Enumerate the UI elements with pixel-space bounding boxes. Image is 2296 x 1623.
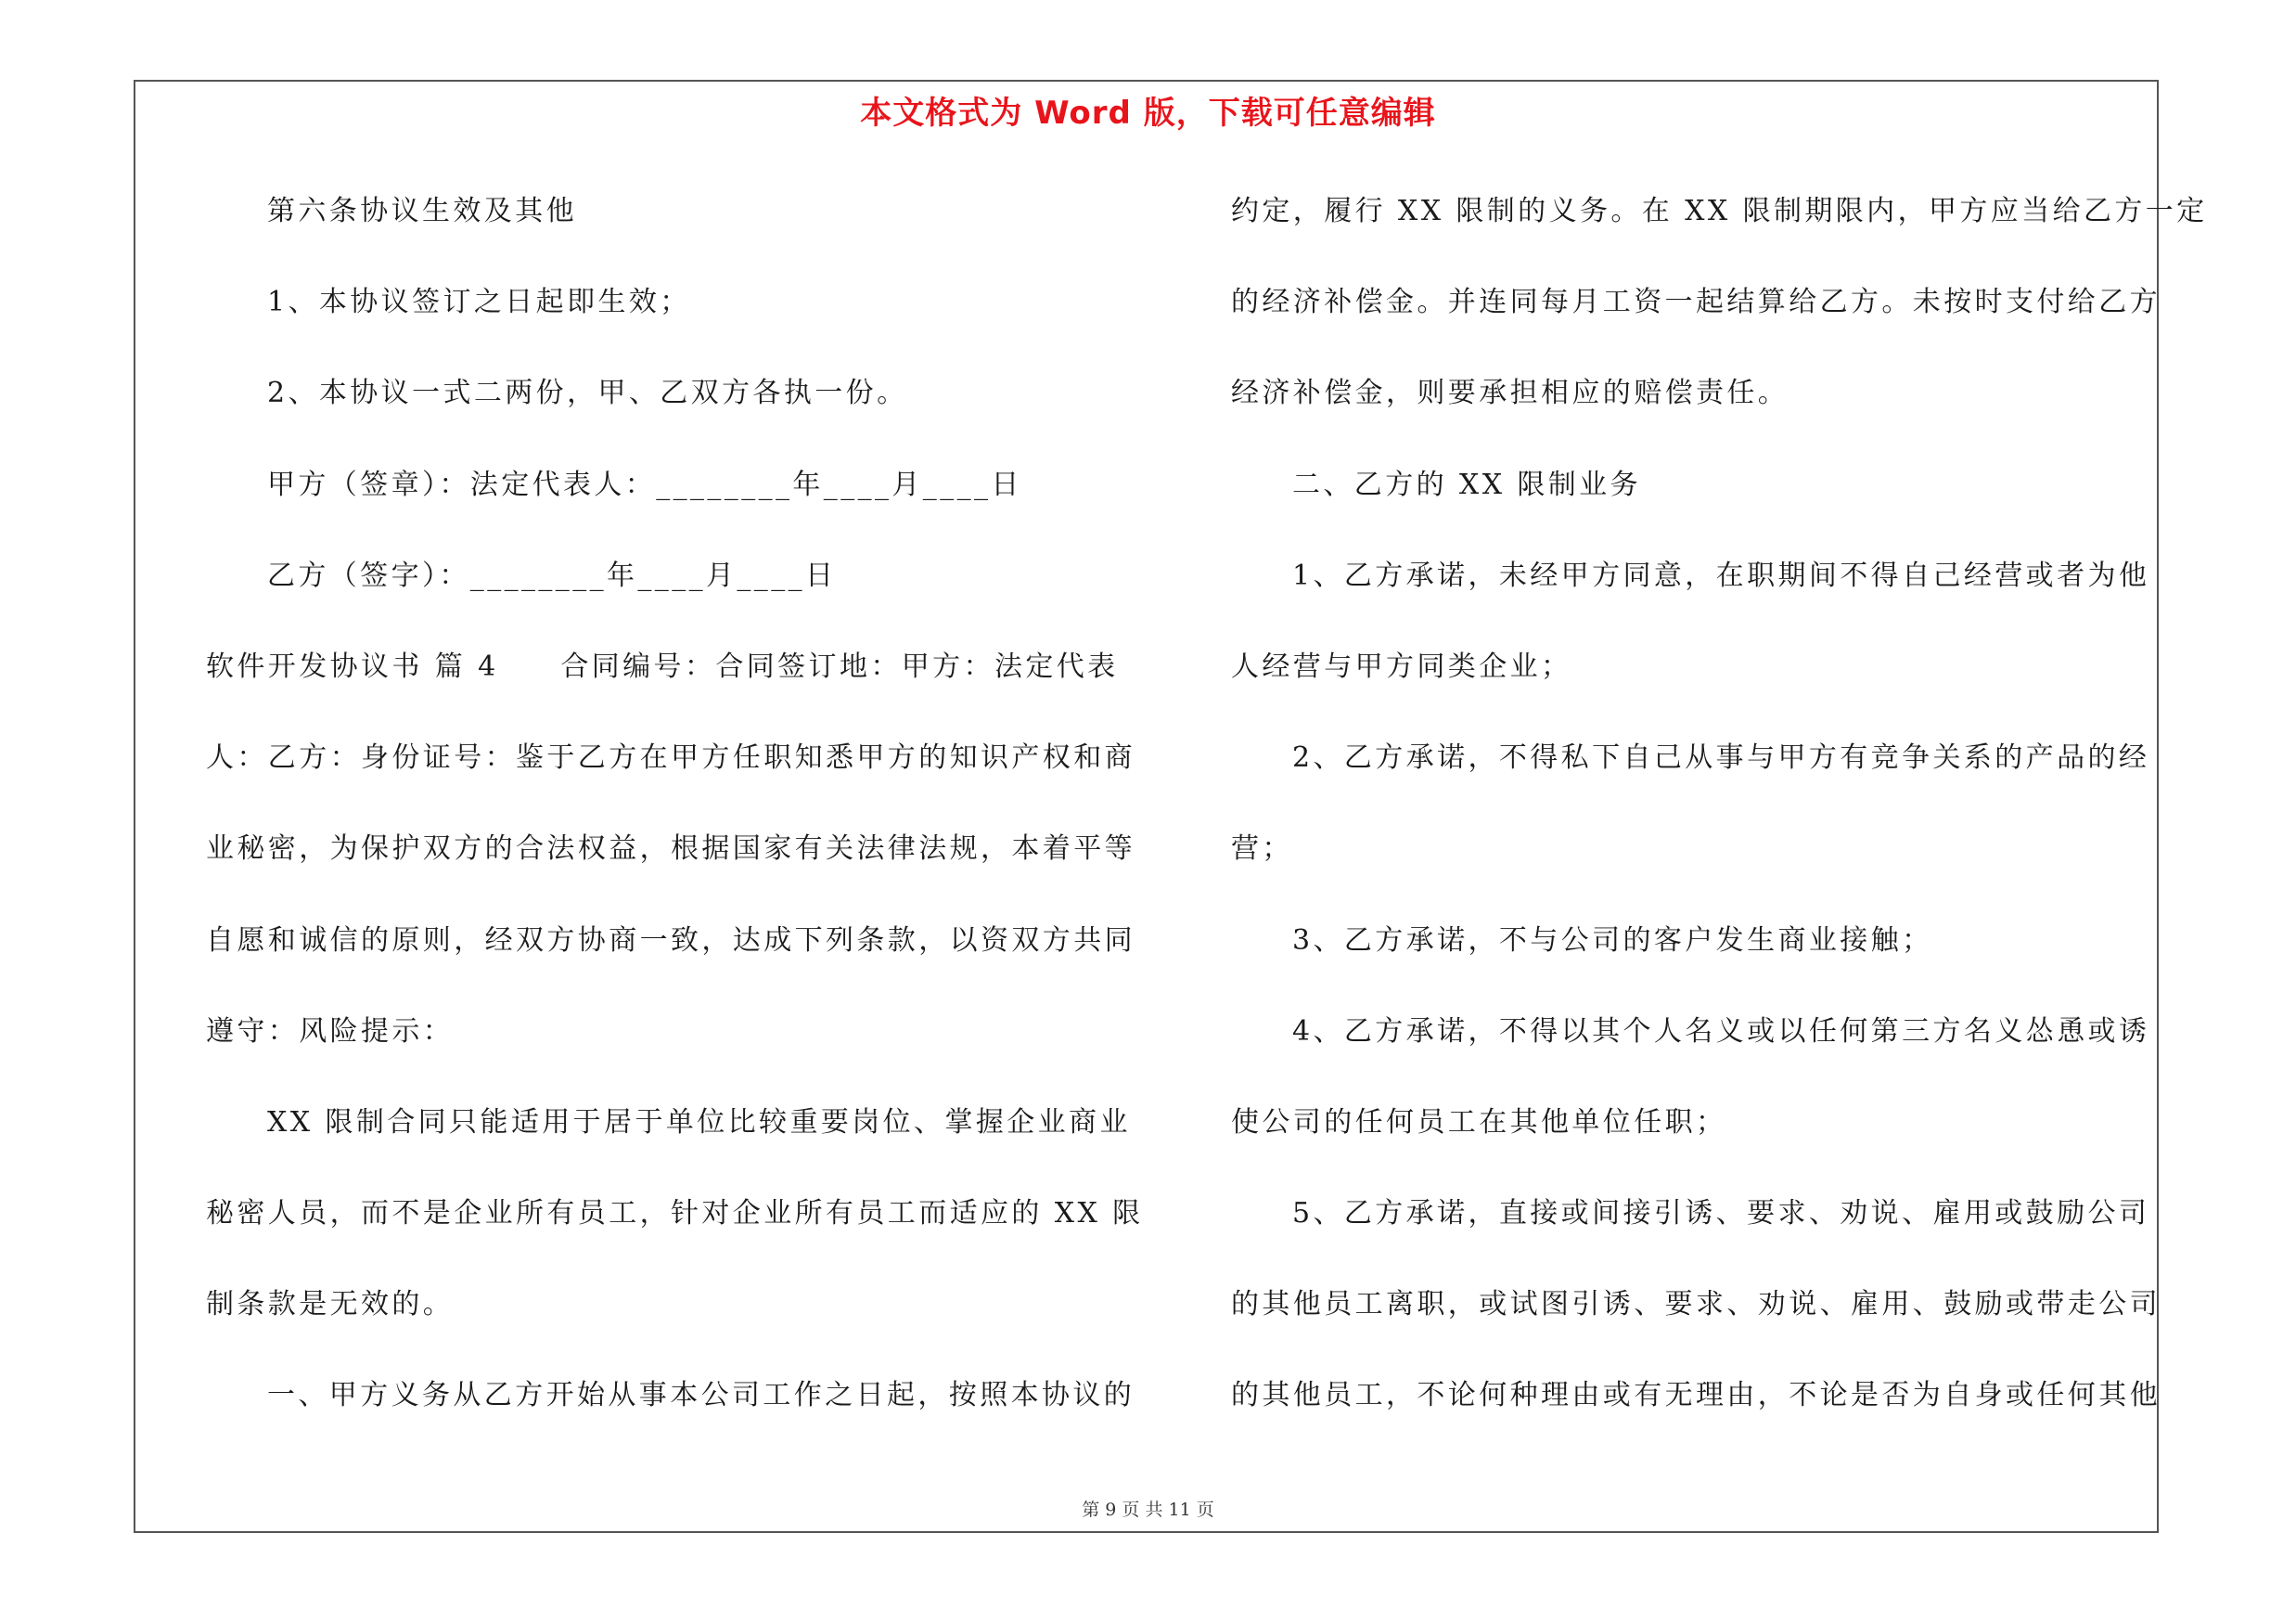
page-number-footer: 第 9 页 共 11 页 <box>1082 1500 1214 1520</box>
right-text-line: 经济补偿金，则要承担相应的赔偿责任。 <box>1231 377 1789 410</box>
left-text-line: 甲方（签章）：法定代表人：________年____月____日 <box>267 468 1022 501</box>
left-text-line: 2、本协议一式二两份，甲、乙双方各执一份。 <box>267 377 908 410</box>
right-text-line: 人经营与甲方同类企业； <box>1231 650 1572 683</box>
right-text-line: 使公司的任何员工在其他单位任职； <box>1231 1105 1727 1139</box>
left-text-line: XX 限制合同只能适用于居于单位比较重要岗位、掌握企业商业 <box>267 1105 1131 1139</box>
left-text-line: 乙方（签字）：________年____月____日 <box>267 559 837 592</box>
left-text-line: 一、甲方义务从乙方开始从事本公司工作之日起，按照本协议的 <box>267 1379 1135 1412</box>
right-text-line: 营； <box>1231 832 1293 866</box>
right-text-line: 4、乙方承诺，不得以其个人名义或以任何第三方名义怂恿或诱 <box>1292 1014 2150 1048</box>
left-text-line: 第六条协议生效及其他 <box>267 195 577 227</box>
right-text-line: 约定，履行 XX 限制的义务。在 XX 限制期限内，甲方应当给乙方一定 <box>1231 195 2208 227</box>
left-text-line: 自愿和诚信的原则，经双方协商一致，达成下列条款，以资双方共同 <box>206 923 1135 957</box>
left-text-line: 秘密人员，而不是企业所有员工，针对企业所有员工而适应的 XX 限 <box>206 1197 1144 1230</box>
right-column <box>1231 184 2208 1460</box>
left-text-line: 人：乙方：身份证号：鉴于乙方在甲方任职知悉甲方的知识产权和商 <box>206 741 1135 775</box>
right-text-line: 5、乙方承诺，直接或间接引诱、要求、劝说、雇用或鼓励公司 <box>1292 1197 2150 1230</box>
right-text-line: 1、乙方承诺，未经甲方同意，在职期间不得自己经营或者为他 <box>1292 559 2150 592</box>
left-column <box>206 184 1144 1460</box>
left-text-line: 1、本协议签订之日起即生效； <box>267 286 691 319</box>
right-text-line: 2、乙方承诺，不得私下自己从事与甲方有竞争关系的产品的经 <box>1292 741 2150 775</box>
left-text-line: 业秘密，为保护双方的合法权益，根据国家有关法律法规，本着平等 <box>206 832 1135 866</box>
right-text-line: 的经济补偿金。并连同每月工资一起结算给乙方。未按时支付给乙方 <box>1231 286 2161 319</box>
right-text-line: 二、乙方的 XX 限制业务 <box>1292 468 1641 501</box>
left-text-line: 遵守：风险提示： <box>206 1014 455 1048</box>
left-text-line: 软件开发协议书 篇 4 合同编号：合同签订地：甲方：法定代表 <box>206 650 1119 683</box>
right-text-line: 3、乙方承诺，不与公司的客户发生商业接触； <box>1292 923 1933 957</box>
left-text-line: 制条款是无效的。 <box>206 1288 455 1321</box>
right-text-line: 的其他员工离职，或试图引诱、要求、劝说、雇用、鼓励或带走公司 <box>1231 1288 2161 1321</box>
format-banner: 本文格式为 Word 版，下载可任意编辑 <box>860 95 1436 132</box>
right-text-line: 的其他员工，不论何种理由或有无理由，不论是否为自身或任何其他 <box>1231 1379 2161 1412</box>
